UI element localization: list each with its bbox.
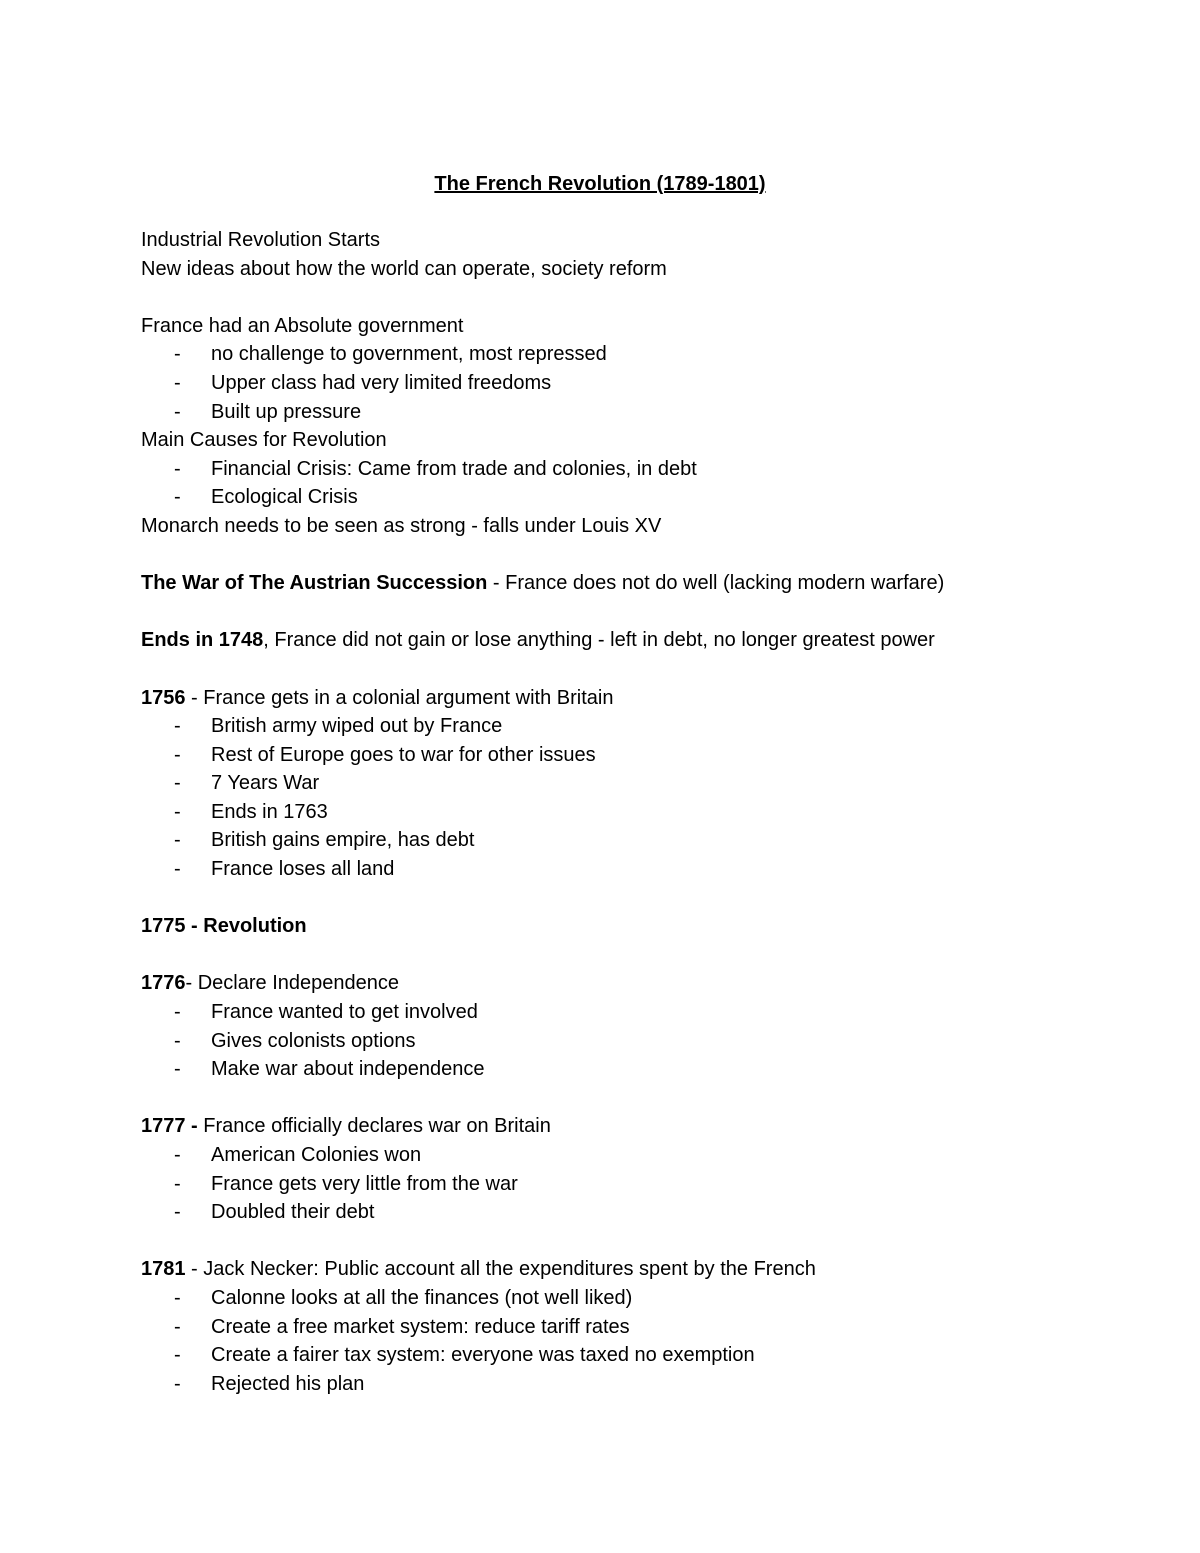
list-item-text: Rejected his plan	[211, 1372, 365, 1395]
dash: -	[174, 715, 181, 738]
list-item	[141, 826, 1161, 855]
year-1781-line	[141, 1255, 1161, 1284]
list-item-text: Financial Crisis: Came from trade and colonies, in debt	[211, 457, 697, 480]
list-item-text: 7 Years War	[211, 772, 320, 795]
spacer	[141, 283, 1161, 312]
dash: -	[174, 1144, 181, 1166]
list-item-text: British gains empire, has debt	[211, 829, 475, 852]
list-item	[141, 1027, 1161, 1056]
dash: -	[174, 1172, 181, 1195]
dash: -	[174, 1372, 181, 1395]
dash: -	[174, 743, 181, 766]
list-item	[141, 1170, 1161, 1199]
dash: -	[174, 1058, 181, 1081]
list-item	[141, 741, 1161, 770]
list-item	[141, 798, 1161, 827]
list-item-text: Create a fairer tax system: everyone was taxed no exemption	[211, 1344, 755, 1367]
document-body	[141, 226, 1161, 1398]
bold-label: 1775 - Revolution	[141, 915, 307, 938]
dash: -	[174, 1286, 181, 1309]
dash: -	[174, 1315, 181, 1338]
dash: -	[174, 400, 181, 423]
list-item-text: British army wiped out by France	[211, 715, 503, 738]
list-item-text: Calonne looks at all the finances (not well liked)	[211, 1286, 633, 1309]
year-1775-line	[141, 912, 1161, 941]
list-item	[141, 769, 1161, 798]
spacer	[141, 598, 1161, 627]
section-heading: Main Causes for Revolution	[141, 429, 387, 452]
list-item	[141, 1198, 1161, 1227]
list-item	[141, 369, 1161, 398]
page-title: The French Revolution (1789-1801)	[434, 173, 766, 195]
dash: -	[174, 1001, 181, 1024]
dash: -	[174, 457, 181, 480]
list-item	[141, 1284, 1161, 1313]
year-1756-line	[141, 684, 1161, 713]
list-item	[141, 455, 1161, 484]
list-item	[141, 712, 1161, 741]
bold-label: 1756	[141, 686, 186, 709]
line-text: - France does not do well (lacking modern warfare)	[487, 572, 945, 595]
dash: -	[174, 343, 181, 366]
section-heading: France had an Absolute government	[141, 314, 464, 337]
list-item-text: France wanted to get involved	[211, 1001, 478, 1024]
line-text: - Jack Necker: Public account all the expenditures spent by the French	[185, 1258, 816, 1281]
year-1777-line	[141, 1112, 1161, 1141]
dash: -	[174, 1201, 181, 1224]
line-text: , France did not gain or lose anything - left in debt, no longer greatest power	[263, 629, 935, 652]
intro-line: New ideas about how the world can operate, society reform	[141, 257, 667, 280]
dash: -	[174, 486, 181, 509]
list-item-text: France loses all land	[211, 858, 395, 881]
bold-label: 1781	[141, 1258, 186, 1281]
bold-label: 1777 -	[141, 1115, 198, 1138]
list-item-text: Gives colonists options	[211, 1029, 416, 1052]
bold-label: The War of The Austrian Succession	[141, 572, 488, 595]
list-item-text: no challenge to government, most repressed	[211, 343, 607, 366]
list-item-text: Ecological Crisis	[211, 486, 358, 509]
spacer	[141, 655, 1161, 684]
spacer	[141, 1084, 1161, 1113]
intro-line: Industrial Revolution Starts	[141, 229, 381, 251]
austrian-line	[141, 569, 1161, 598]
spacer	[141, 541, 1161, 570]
list-item-text: France gets very little from the war	[211, 1172, 518, 1195]
year-1776-line	[141, 969, 1161, 998]
dash: -	[174, 772, 181, 795]
line-text: France officially declares war on Britain	[197, 1115, 551, 1138]
list-item	[141, 855, 1161, 884]
list-item-text: Ends in 1763	[211, 800, 328, 823]
ends-line	[141, 626, 1161, 655]
list-item-text: Built up pressure	[211, 400, 362, 423]
list-item	[141, 1141, 1161, 1170]
list-item-text: Rest of Europe goes to war for other issues	[211, 743, 596, 766]
spacer	[141, 941, 1161, 970]
line-text: - France gets in a colonial argument with Britain	[185, 686, 614, 709]
list-item	[141, 398, 1161, 427]
bold-label: 1776	[141, 972, 186, 995]
list-item	[141, 998, 1161, 1027]
body-line: Monarch needs to be seen as strong - falls under Louis XV	[141, 514, 662, 537]
list-item-text: Create a free market system: reduce tariff rates	[211, 1315, 630, 1338]
list-item	[141, 1055, 1161, 1084]
list-item	[141, 483, 1161, 512]
dash: -	[174, 1029, 181, 1052]
dash: -	[174, 371, 181, 394]
dash: -	[174, 800, 181, 823]
dash: -	[174, 858, 181, 881]
spacer	[141, 1227, 1161, 1256]
dash: -	[174, 1344, 181, 1367]
list-item-text: Upper class had very limited freedoms	[211, 371, 552, 394]
list-item	[141, 1370, 1161, 1399]
dash: -	[174, 829, 181, 852]
list-item-text: Doubled their debt	[211, 1201, 375, 1224]
list-item	[141, 1341, 1161, 1370]
list-item-text: Make war about independence	[211, 1058, 485, 1081]
bold-label: Ends in 1748	[141, 629, 264, 652]
list-item	[141, 340, 1161, 369]
line-text: - Declare Independence	[185, 972, 399, 995]
spacer	[141, 884, 1161, 913]
list-item	[141, 1313, 1161, 1342]
list-item-text: American Colonies won	[211, 1144, 422, 1166]
